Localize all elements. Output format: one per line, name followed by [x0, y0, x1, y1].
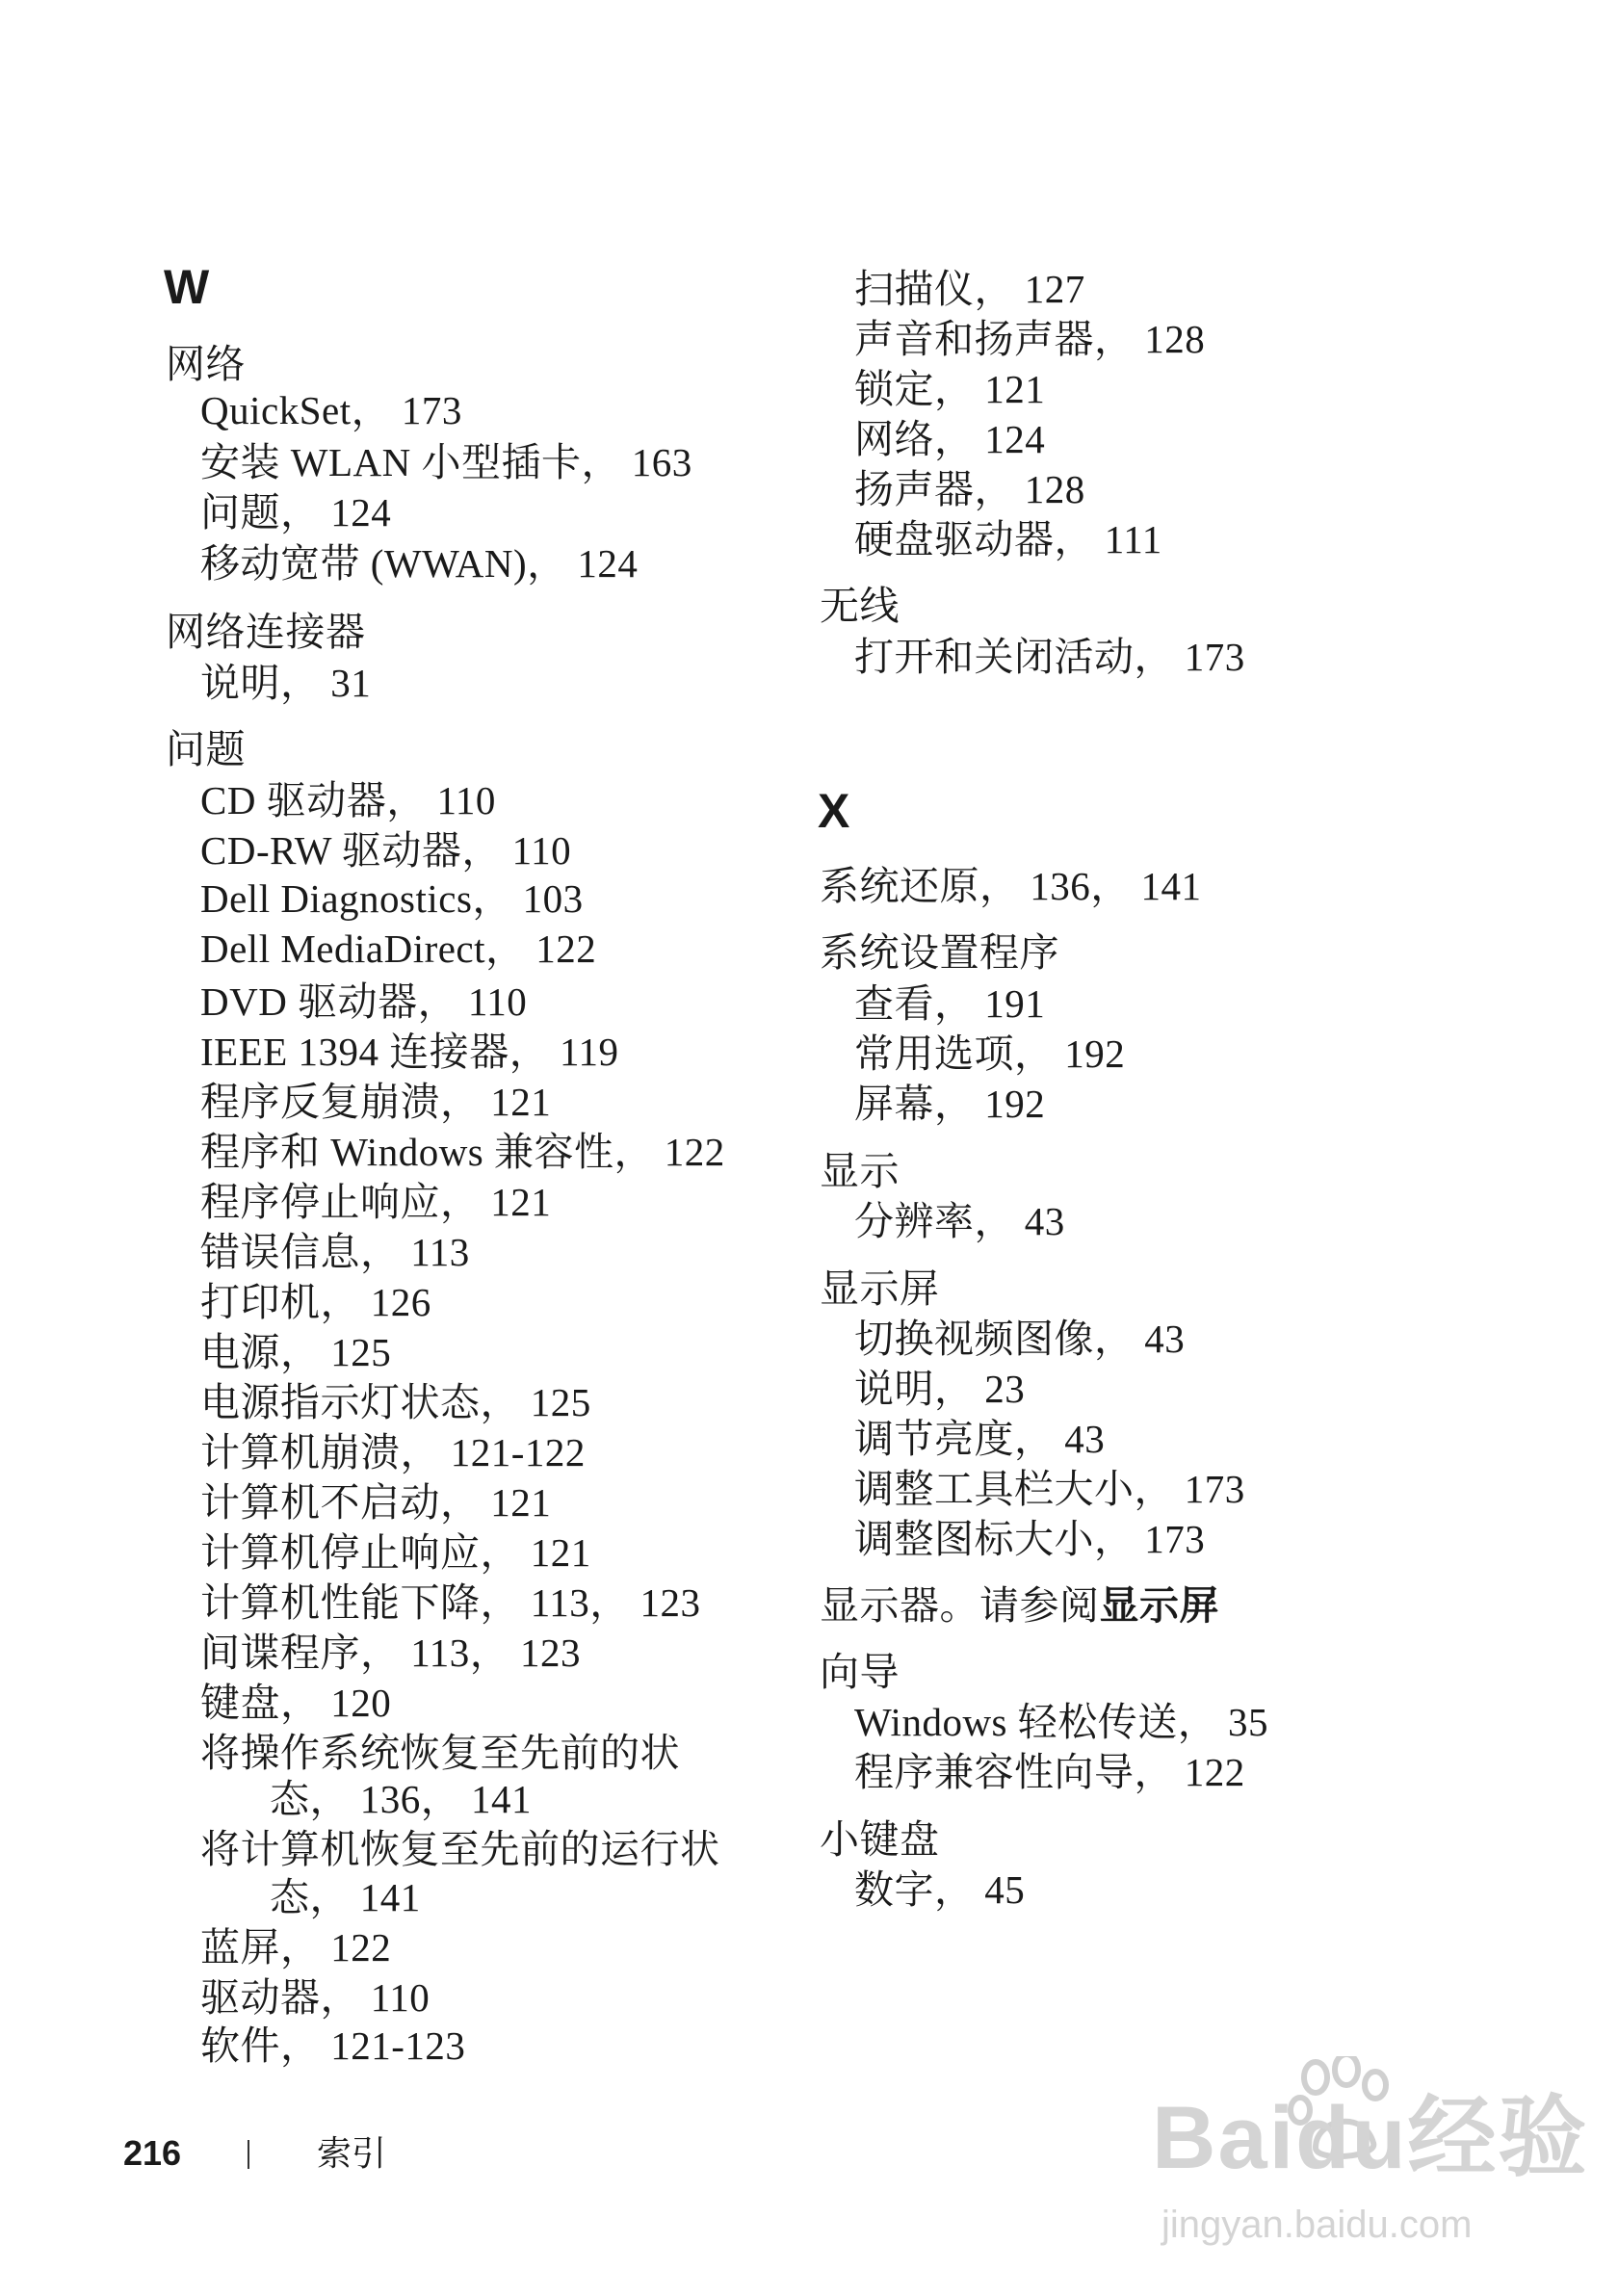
index-entry-see: [820, 1580, 1219, 1631]
index-subentry: 屏幕， 192: [854, 1082, 1046, 1126]
index-subentry: 说明， 31: [200, 661, 372, 705]
index-subentry: CD-RW 驱动器， 110: [200, 828, 572, 873]
index-subentry: 调整工具栏大小， 173: [854, 1467, 1245, 1511]
index-subentry: 程序兼容性向导， 122: [854, 1750, 1245, 1794]
index-subentry: 将操作系统恢复至先前的状: [200, 1731, 680, 1775]
index-subentry: 锁定， 121: [854, 367, 1046, 411]
page-number: 216: [123, 2133, 182, 2173]
footer-separator: [248, 2140, 249, 2169]
index-entry: 系统还原， 136， 141: [820, 864, 1202, 908]
index-subentry: DVD 驱动器， 110: [200, 979, 528, 1024]
index-entry: 问题: [166, 727, 246, 771]
index-subentry: IEEE 1394 连接器， 119: [200, 1030, 619, 1074]
index-subentry: 移动宽带 (WWAN)， 124: [200, 541, 639, 586]
index-subentry: 网络， 124: [854, 417, 1046, 461]
index-entry: 显示: [820, 1149, 900, 1193]
baidu-watermark: [1152, 2056, 1605, 2278]
index-entry: 显示屏: [820, 1266, 940, 1311]
see-reference-text: 显示器。请参阅: [820, 1583, 1100, 1628]
index-entry: 小键盘: [820, 1817, 940, 1862]
index-subentry: 查看， 191: [854, 981, 1046, 1026]
index-subentry-continuation: 态， 136， 141: [270, 1777, 532, 1821]
index-subentry: Dell Diagnostics， 103: [200, 876, 584, 921]
index-subentry: 电源， 125: [200, 1330, 392, 1374]
index-subentry: 计算机停止响应， 121: [200, 1530, 591, 1575]
index-entry: 网络连接器: [166, 610, 366, 654]
index-entry: 系统设置程序: [820, 930, 1059, 975]
index-entry: 向导: [820, 1650, 900, 1694]
index-subentry: 计算机崩溃， 121-122: [200, 1430, 586, 1474]
index-subentry: 硬盘驱动器， 111: [854, 517, 1162, 561]
index-subentry: 说明， 23: [854, 1367, 1026, 1411]
index-subentry: 分辨率， 43: [854, 1199, 1065, 1243]
index-subentry: 程序停止响应， 121: [200, 1180, 552, 1224]
index-subentry: Windows 轻松传送， 35: [854, 1700, 1269, 1744]
index-subentry: 键盘， 120: [200, 1681, 392, 1725]
index-subentry: 声音和扬声器， 128: [854, 317, 1206, 361]
index-subentry: 扫描仪， 127: [854, 267, 1085, 311]
section-heading-w: W: [164, 260, 210, 314]
index-subentry: 问题， 124: [200, 490, 392, 535]
index-subentry: 扬声器， 128: [854, 467, 1085, 511]
index-subentry: 安装 WLAN 小型插卡， 163: [200, 440, 692, 484]
watermark-url: jingyan.baidu.com: [1161, 2204, 1473, 2246]
index-subentry: 计算机不启动， 121: [200, 1480, 552, 1525]
index-subentry: 程序反复崩溃， 121: [200, 1080, 552, 1124]
index-subentry: 蓝屏， 122: [200, 1925, 392, 1970]
index-subentry: Dell MediaDirect， 122: [200, 926, 597, 971]
footer-section-label: 索引: [317, 2133, 387, 2173]
index-subentry: 间谍程序， 113， 123: [200, 1631, 581, 1675]
see-reference-target: 显示屏: [1099, 1583, 1219, 1628]
index-subentry: 调节亮度， 43: [854, 1417, 1106, 1461]
index-entry: 网络: [166, 342, 246, 386]
index-subentry: 驱动器， 110: [200, 1975, 431, 2020]
section-heading-x: X: [818, 784, 850, 838]
index-subentry: QuickSet， 173: [200, 388, 462, 432]
index-subentry: 打印机， 126: [200, 1280, 431, 1324]
index-subentry: 软件， 121-123: [200, 2023, 466, 2068]
index-subentry: 打开和关闭活动， 173: [854, 635, 1245, 679]
index-subentry: 计算机性能下降， 113， 123: [200, 1580, 701, 1625]
index-subentry: 数字， 45: [854, 1867, 1026, 1912]
index-subentry: 调整图标大小， 173: [854, 1517, 1206, 1561]
index-entry: 无线: [820, 584, 900, 628]
index-subentry: 常用选项， 192: [854, 1031, 1126, 1076]
index-subentry: 电源指示灯状态， 125: [200, 1380, 591, 1424]
watermark-brand: Baidu经验: [1152, 2089, 1589, 2187]
index-subentry: 程序和 Windows 兼容性， 122: [200, 1130, 725, 1174]
index-subentry: 切换视频图像， 43: [854, 1317, 1186, 1361]
index-subentry: 将计算机恢复至先前的运行状: [200, 1827, 720, 1871]
index-subentry: CD 驱动器， 110: [200, 778, 496, 822]
index-subentry: 错误信息， 113: [200, 1230, 470, 1274]
index-subentry-continuation: 态， 141: [270, 1875, 421, 1919]
